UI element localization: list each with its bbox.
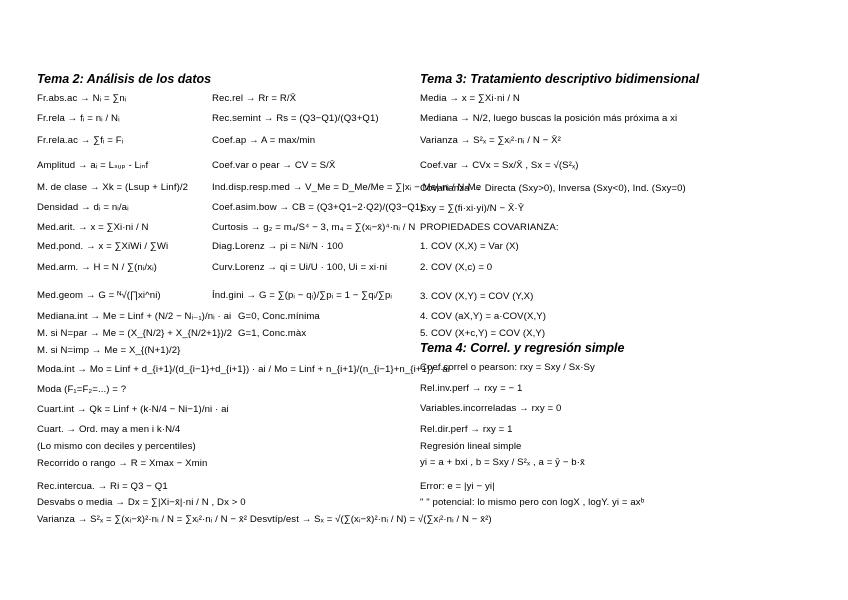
tema4-formula: yi = a + bxi , b = Sxy / S²ₓ , a = ȳ − b·x̄ xyxy=(420,457,585,468)
tema3-formula: 3. COV (X,Y) = COV (Y,X) xyxy=(420,291,534,302)
tema4-formula: Error: e = |yi − yi| xyxy=(420,481,495,492)
tema2-formula-right: G=1, Conc.màx xyxy=(238,328,307,339)
tema3-formula: Varianza → S²ₓ = ∑xᵢ²·nᵢ / N − X̄² xyxy=(420,135,561,146)
tema2-formula-right: G=0, Conc.mínima xyxy=(238,311,320,322)
tema2-formula-left: Amplitud → aᵢ = Lₛᵤₚ - Lᵢₙf xyxy=(37,160,149,171)
tema2-formula-left: M. si N=imp → Me = X_{(N+1)/2} xyxy=(37,345,181,356)
tema3-formula: Media → x = ∑Xi·ni / N xyxy=(420,93,520,104)
tema2-formula-right: Coef.ap → A = max/min xyxy=(212,135,316,146)
tema2-formula-left: (Lo mismo con deciles y percentiles) xyxy=(37,441,196,452)
tema2-formula-left: Mediana.int → Me = Linf + (N/2 − Nᵢ₋₁)/nᵢ · ai xyxy=(37,311,232,322)
tema2-formula-left: Rec.intercua. → Ri = Q3 − Q1 xyxy=(37,481,168,492)
tema3-formula: 4. COV (aX,Y) = a·COV(X,Y) xyxy=(420,311,547,322)
tema3-formula: 2. COV (X,c) = 0 xyxy=(420,262,493,273)
tema2-formula-left: M. si N=par → Me = (X_{N/2} + X_{N/2+1})/2 xyxy=(37,328,233,339)
tema4-formula: Rel.inv.perf → rxy = − 1 xyxy=(420,383,523,394)
tema3-formula: Mediana → N/2, luego buscas la posición más próxima a xi xyxy=(420,113,678,124)
tema4-formula: Coef.correl o pearson: rxy = Sxy / Sx·Sy xyxy=(420,362,595,373)
tema4-formula: Rel.dir.perf → rxy = 1 xyxy=(420,424,513,435)
tema2-formula-left: Densidad → dᵢ = nᵢ/aᵢ xyxy=(37,202,129,213)
tema2-formula-left: Moda (F₁=F₂=...) = ? xyxy=(37,384,127,395)
tema2-formula-right: Coef.asim.bow → CB = (Q3+Q1−2·Q2)/(Q3−Q1) xyxy=(212,202,424,213)
tema2-formula-right: Rec.semint → Rs = (Q3−Q1)/(Q3+Q1) xyxy=(212,113,379,124)
tema2-formula-left: Med.arm. → H = N / ∑(nᵢ/xᵢ) xyxy=(37,262,157,273)
tema2-formula-right: Rec.rel → Rr = R/X̄ xyxy=(212,93,297,104)
tema3-formula: 5. COV (X+c,Y) = COV (X,Y) xyxy=(420,328,546,339)
tema3-formula: PROPIEDADES COVARIANZA: xyxy=(420,222,559,233)
tema3-formula: 1. COV (X,X) = Var (X) xyxy=(420,241,519,252)
tema2-formula-right: Coef.var o pear → CV = S/X̄ xyxy=(212,160,336,171)
tema2-formula-left: Recorrido o rango → R = Xmax − Xmin xyxy=(37,458,208,469)
tema2-formula-left: Med.geom → G = ᴺ√(∏xi^ni) xyxy=(37,290,161,301)
tema3-formula: Covarianza → Directa (Sxy>0), Inversa (Sxy<0), Ind. (Sxy=0) xyxy=(420,183,686,194)
tema2-formula-right: Diag.Lorenz → pi = Ni/N · 100 xyxy=(212,241,344,252)
tema2-formula-left: Fr.rela.ac → ∑fᵢ = Fᵢ xyxy=(37,135,124,146)
tema2-formula-right: Curv.Lorenz → qi = Ui/U · 100, Ui = xi·ni xyxy=(212,262,388,273)
tema2-formula-left: M. de clase → Xk = (Lsup + Linf)/2 xyxy=(37,182,189,193)
tema3-formula: Sxy = ∑(fi·xi·yi)/N − X̄·Ȳ xyxy=(420,203,525,214)
tema4-formula: Regresión lineal simple xyxy=(420,441,522,452)
tema2-formula-left: Varianza → S²ₓ = ∑(xᵢ−x̄)²·nᵢ / N = ∑xᵢ²·nᵢ / N − x̄² Desvtíp/est → Sₓ = √(∑(xᵢ−x̄)²·nᵢ / N) = √(∑xᵢ²·nᵢ / N − x̄²) xyxy=(37,514,492,525)
tema2-formula-left: Moda.int → Mo = Linf + d_{i+1}/(d_{i−1}+d_{i+1}) · ai / Mo = Linf + n_{i+1}/(n_{i−1}+n_{i+1}) · ai xyxy=(37,364,451,375)
tema2-formula-left: Desvabs o media → Dx = ∑|Xi−x̄|·ni / N , Dx > 0 xyxy=(37,497,246,508)
tema2-formula-left: Med.arit. → x = ∑Xi·ni / N xyxy=(37,222,149,233)
tema3-formula: Coef.var → CVx = Sx/X̄ , Sx = √(S²ₓ) xyxy=(420,160,579,171)
tema2-formula-right: Ind.disp.resp.med → V_Me = D_Me/Me = ∑|xᵢ − Me|·nᵢ / N·Me xyxy=(212,182,482,193)
tema2-formula-left: Cuart. → Ord. may a men i k·N/4 xyxy=(37,424,181,435)
tema4-formula: Variables.incorreladas → rxy = 0 xyxy=(420,403,562,414)
tema2-formula-left: Fr.abs.ac → Nᵢ = ∑nᵢ xyxy=(37,93,127,104)
tema2-formula-left: Fr.rela → fᵢ = nᵢ / Nᵢ xyxy=(37,113,120,124)
tema2-formula-left: Cuart.int → Qk = Linf + (k·N/4 − Ni−1)/ni · ai xyxy=(37,404,229,415)
tema2-formula-right: Índ.gini → G = ∑(pᵢ − qᵢ)/∑pᵢ = 1 − ∑qᵢ/∑pᵢ xyxy=(212,290,392,301)
tema2-formula-right: Curtosis → g₂ = m₄/S⁴ − 3, m₄ = ∑(xᵢ−x̄)⁴·nᵢ / N xyxy=(212,222,416,233)
tema4-heading: Tema 4: Correl. y regresión simple xyxy=(420,341,625,355)
tema4-formula: " " potencial: lo mismo pero con logX , logY. yi = axᵇ xyxy=(420,497,645,508)
tema2-heading: Tema 2: Análisis de los datos xyxy=(37,72,212,86)
tema3-heading: Tema 3: Tratamiento descriptivo bidimensional xyxy=(420,72,700,86)
tema2-formula-left: Med.pond. → x = ∑XiWi / ∑Wi xyxy=(37,241,169,252)
